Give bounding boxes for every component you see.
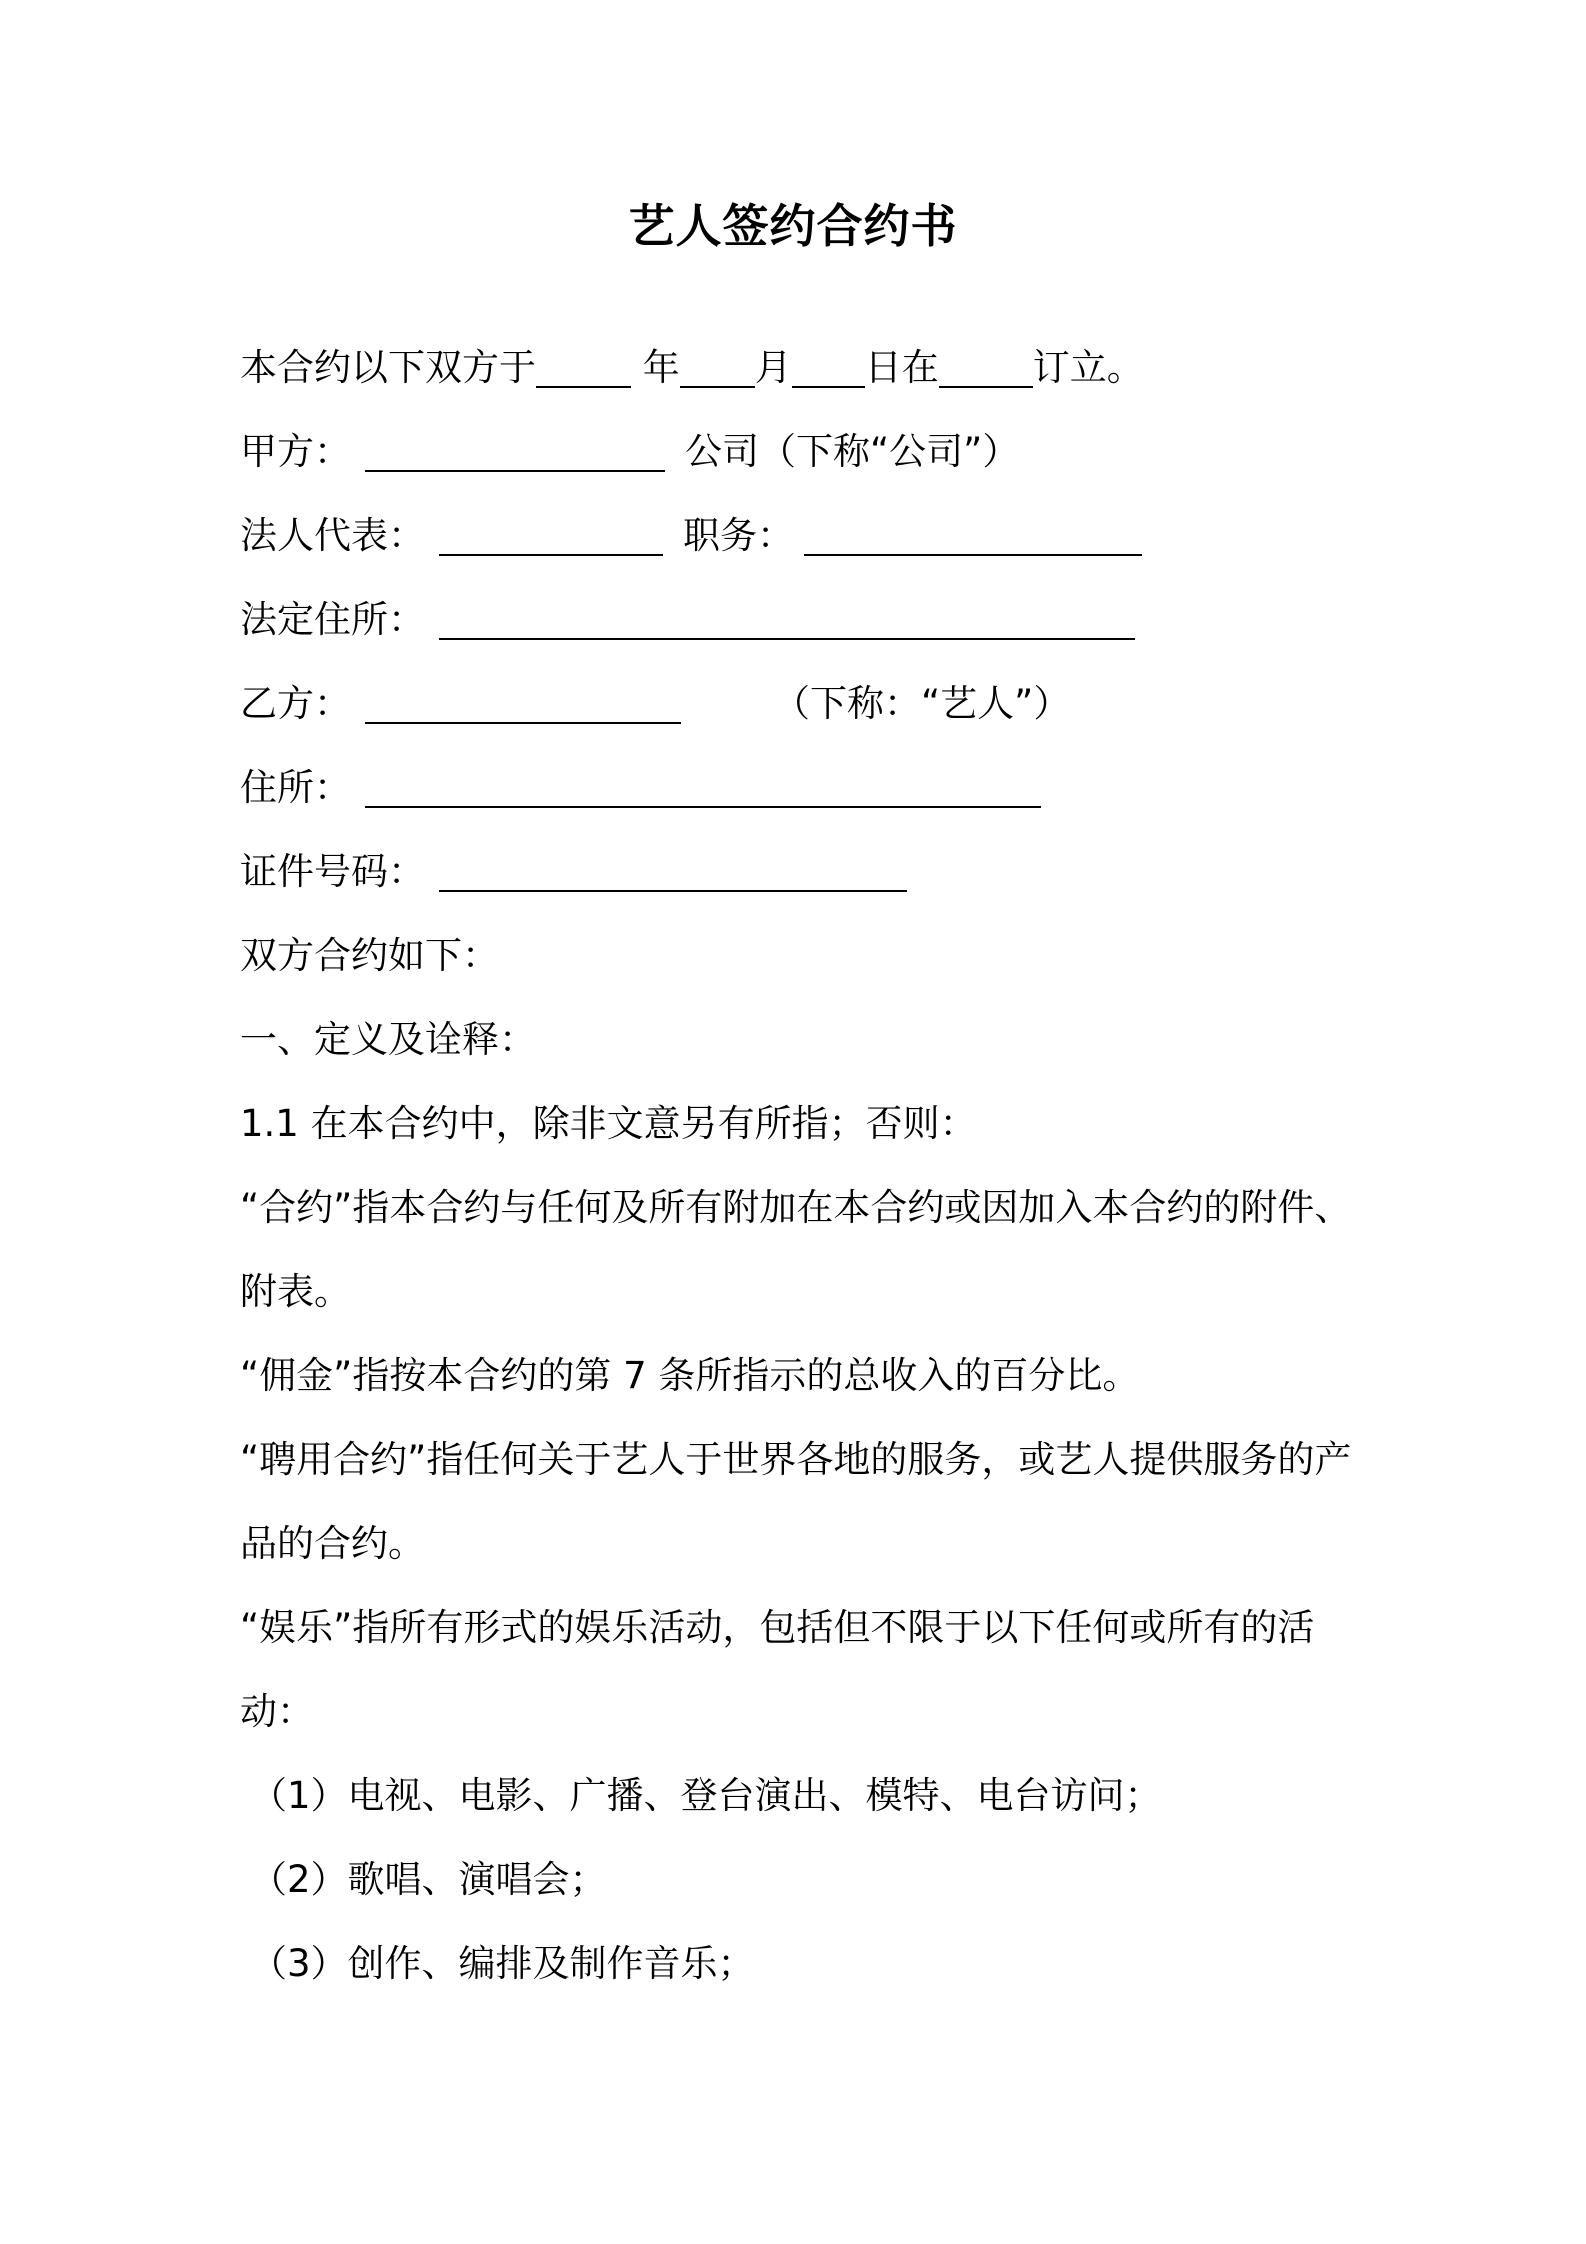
address-line [240, 763, 1041, 813]
intro-line [240, 343, 1144, 393]
list-item-3: （3）创作、编排及制作音乐； [250, 1942, 755, 1985]
blank-field [680, 346, 755, 388]
blank-field [439, 598, 1135, 640]
party-a-suffix: 公司（下称“公司”） [685, 430, 1020, 473]
address-label: 住所： [240, 766, 351, 809]
party-b-line [240, 679, 1070, 729]
definition-contract: “合约”指本合约与任何及所有附加在本合约或因加入本合约的附件、附表。 [240, 1186, 1352, 1313]
position-label: 职务： [683, 514, 794, 557]
blank-field [365, 430, 665, 472]
party-b-suffix: （下称：“艺人”） [773, 682, 1071, 725]
legal-address-line [240, 595, 1135, 645]
list-item-2: （2）歌唱、演唱会； [250, 1858, 607, 1901]
agreement-intro: 双方合约如下： [240, 934, 499, 977]
clause-1-1: 1.1 在本合约中，除非文意另有所指；否则： [240, 1102, 977, 1145]
blank-field [365, 766, 1041, 808]
blank-field [439, 850, 907, 892]
party-b-label: 乙方： [240, 682, 351, 725]
legal-address-label: 法定住所： [240, 598, 425, 641]
legal-rep-line [240, 511, 1142, 561]
definition-commission: “佣金”指按本合约的第 7 条所指示的总收入的百分比。 [240, 1354, 1140, 1397]
party-a-label: 甲方： [240, 430, 351, 473]
blank-field [365, 682, 681, 724]
intro-year: 年 [642, 346, 680, 389]
blank-field [439, 514, 663, 556]
intro-prefix: 本合约以下双方于 [240, 346, 536, 389]
id-number-line [240, 847, 907, 897]
blank-field [792, 346, 865, 388]
intro-suffix: 订立。 [1032, 346, 1144, 389]
intro-day: 日在 [864, 346, 939, 389]
list-item-1: （1）电视、电影、广播、登台演出、模特、电台访问； [250, 1774, 1162, 1817]
definition-employment-contract: “聘用合约”指任何关于艺人于世界各地的服务，或艺人提供服务的产品的合约。 [240, 1438, 1352, 1565]
id-number-label: 证件号码： [240, 850, 425, 893]
document-title: 艺人签约合约书 [628, 199, 958, 253]
blank-field [939, 346, 1033, 388]
section-1-heading: 一、定义及诠释： [240, 1018, 536, 1061]
blank-field [804, 514, 1142, 556]
definition-entertainment: “娱乐”指所有形式的娱乐活动，包括但不限于以下任何或所有的活动： [240, 1606, 1315, 1733]
party-a-line [240, 427, 1019, 477]
intro-month: 月 [754, 346, 792, 389]
legal-rep-label: 法人代表： [240, 514, 425, 557]
blank-field [536, 346, 631, 388]
